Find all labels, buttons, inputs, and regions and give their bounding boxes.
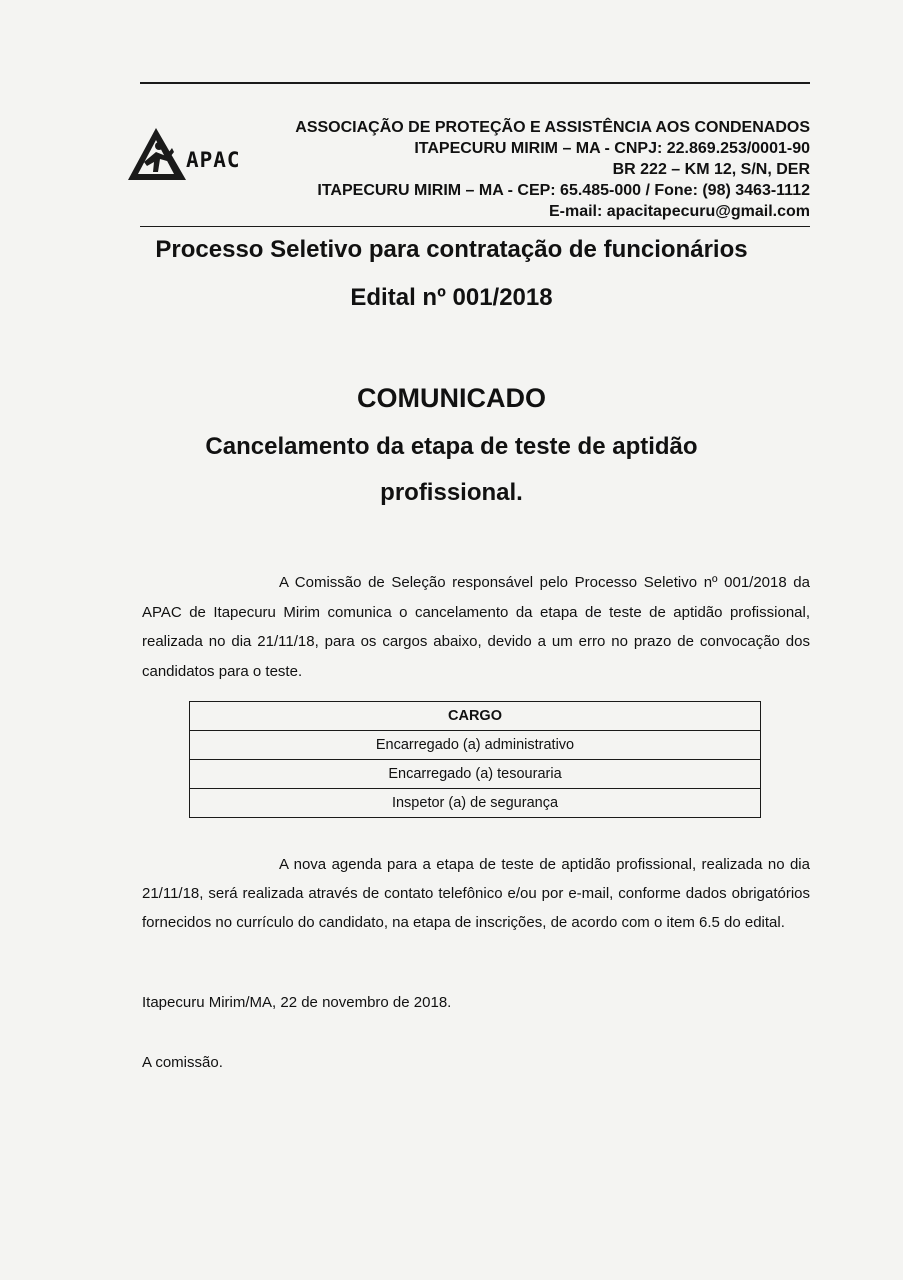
- logo-text: APAC: [186, 148, 241, 172]
- cargo-cell: Inspetor (a) de segurança: [190, 789, 761, 818]
- cargo-table-header: CARGO: [190, 702, 761, 731]
- subject-line-1: Cancelamento da etapa de teste de aptidão: [205, 433, 698, 460]
- organization-email: E-mail: apacitapecuru@gmail.com: [548, 203, 810, 220]
- top-divider: [140, 82, 810, 84]
- cargo-table: [189, 701, 761, 818]
- date-line: Itapecuru Mirim/MA, 22 de novembro de 2018.: [142, 994, 452, 1011]
- table-row: [190, 760, 761, 789]
- organization-name: ASSOCIAÇÃO DE PROTEÇÃO E ASSISTÊNCIA AOS CONDENADOS: [295, 119, 810, 136]
- paragraph-1: [142, 568, 810, 686]
- header-divider: [140, 226, 810, 227]
- apac-logo: [126, 126, 256, 186]
- apac-logo-icon: [126, 126, 188, 182]
- paragraph-2: [142, 850, 810, 937]
- subject-line-2: profissional.: [380, 479, 523, 506]
- table-row: [190, 789, 761, 818]
- cargo-cell: Encarregado (a) administrativo: [190, 731, 761, 760]
- organization-road: BR 222 – KM 12, S/N, DER: [612, 161, 810, 178]
- cargo-cell: Encarregado (a) tesouraria: [190, 760, 761, 789]
- paragraph-1-text: A Comissão de Seleção responsável pelo Processo Seletivo nº 001/2018 da APAC de Itapecuru Mirim comunica o cancelamento da etapa de teste de aptidão profissional, realizada no dia 21/11/18, para os cargos abaixo, devido a um erro no prazo de convocação dos candidatos para o teste.: [142, 574, 810, 680]
- signature-line: A comissão.: [142, 1054, 223, 1071]
- comunicado-heading: COMUNICADO: [357, 383, 546, 413]
- organization-header: [295, 117, 810, 222]
- organization-cnpj: ITAPECURU MIRIM – MA - CNPJ: 22.869.253/0001-90: [414, 140, 810, 157]
- process-title: Processo Seletivo para contratação de funcionários: [155, 236, 748, 263]
- edital-number: Edital nº 001/2018: [350, 284, 553, 311]
- table-row: [190, 731, 761, 760]
- paragraph-2-text: A nova agenda para a etapa de teste de aptidão profissional, realizada no dia 21/11/18, será realizada através de contato telefônico e/ou por e-mail, conforme dados obrigatórios fornecidos no currículo do candidato, na etapa de inscrições, de acordo com o item 6.5 do edital.: [142, 856, 810, 931]
- organization-cep-phone: ITAPECURU MIRIM – MA - CEP: 65.485-000 / Fone: (98) 3463-1112: [317, 182, 810, 199]
